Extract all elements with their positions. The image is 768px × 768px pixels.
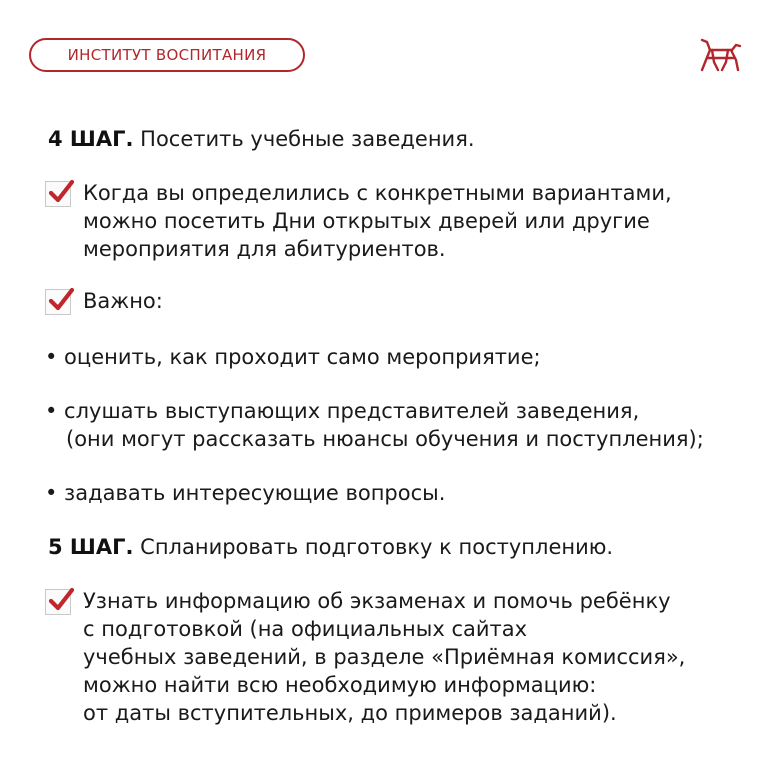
brand-name: ИНСТИТУТ ВОСПИТАНИЯ [67, 46, 267, 64]
bullet-item-continuation: (они могут рассказать нюансы обучения и поступления); [66, 427, 704, 451]
bullet-item: • оценить, как проходит само мероприятие; [45, 345, 541, 369]
check-item-text: мероприятия для абитуриентов. [83, 237, 446, 261]
checkmark-icon [47, 586, 75, 614]
checkmark-icon [47, 178, 75, 206]
step-5-text: Спланировать подготовку к поступлению. [133, 535, 614, 559]
checkbox-checked [45, 289, 71, 315]
step-5-heading [48, 532, 613, 562]
check-item-text: Важно: [83, 289, 163, 313]
running-horse-logo-icon [698, 36, 742, 76]
step-5-label: 5 ШАГ. [48, 535, 134, 559]
bullet-item: • слушать выступающих представителей заведения, [45, 399, 640, 423]
step-4-heading [48, 124, 475, 154]
checkbox-checked [45, 181, 71, 207]
step-4-label: 4 ШАГ. [48, 127, 134, 151]
check-item-text: Когда вы определились с конкретными вариантами, [83, 181, 672, 205]
check-item-text: можно найти всю необходимую информацию: [83, 673, 597, 697]
check-item-text: учебных заведений, в разделе «Приёмная комиссия», [83, 645, 686, 669]
check-item-text: с подготовкой (на официальных сайтах [83, 617, 528, 641]
check-item-text: Узнать информацию об экзаменах и помочь ребёнку [83, 589, 671, 613]
check-item-text: можно посетить Дни открытых дверей или другие [83, 209, 650, 233]
checkmark-icon [47, 286, 75, 314]
brand-badge [29, 38, 305, 72]
checkbox-checked [45, 589, 71, 615]
check-item-text: от даты вступительных, до примеров заданий). [83, 701, 617, 725]
bullet-item: • задавать интересующие вопросы. [45, 481, 446, 505]
step-4-text: Посетить учебные заведения. [133, 127, 475, 151]
